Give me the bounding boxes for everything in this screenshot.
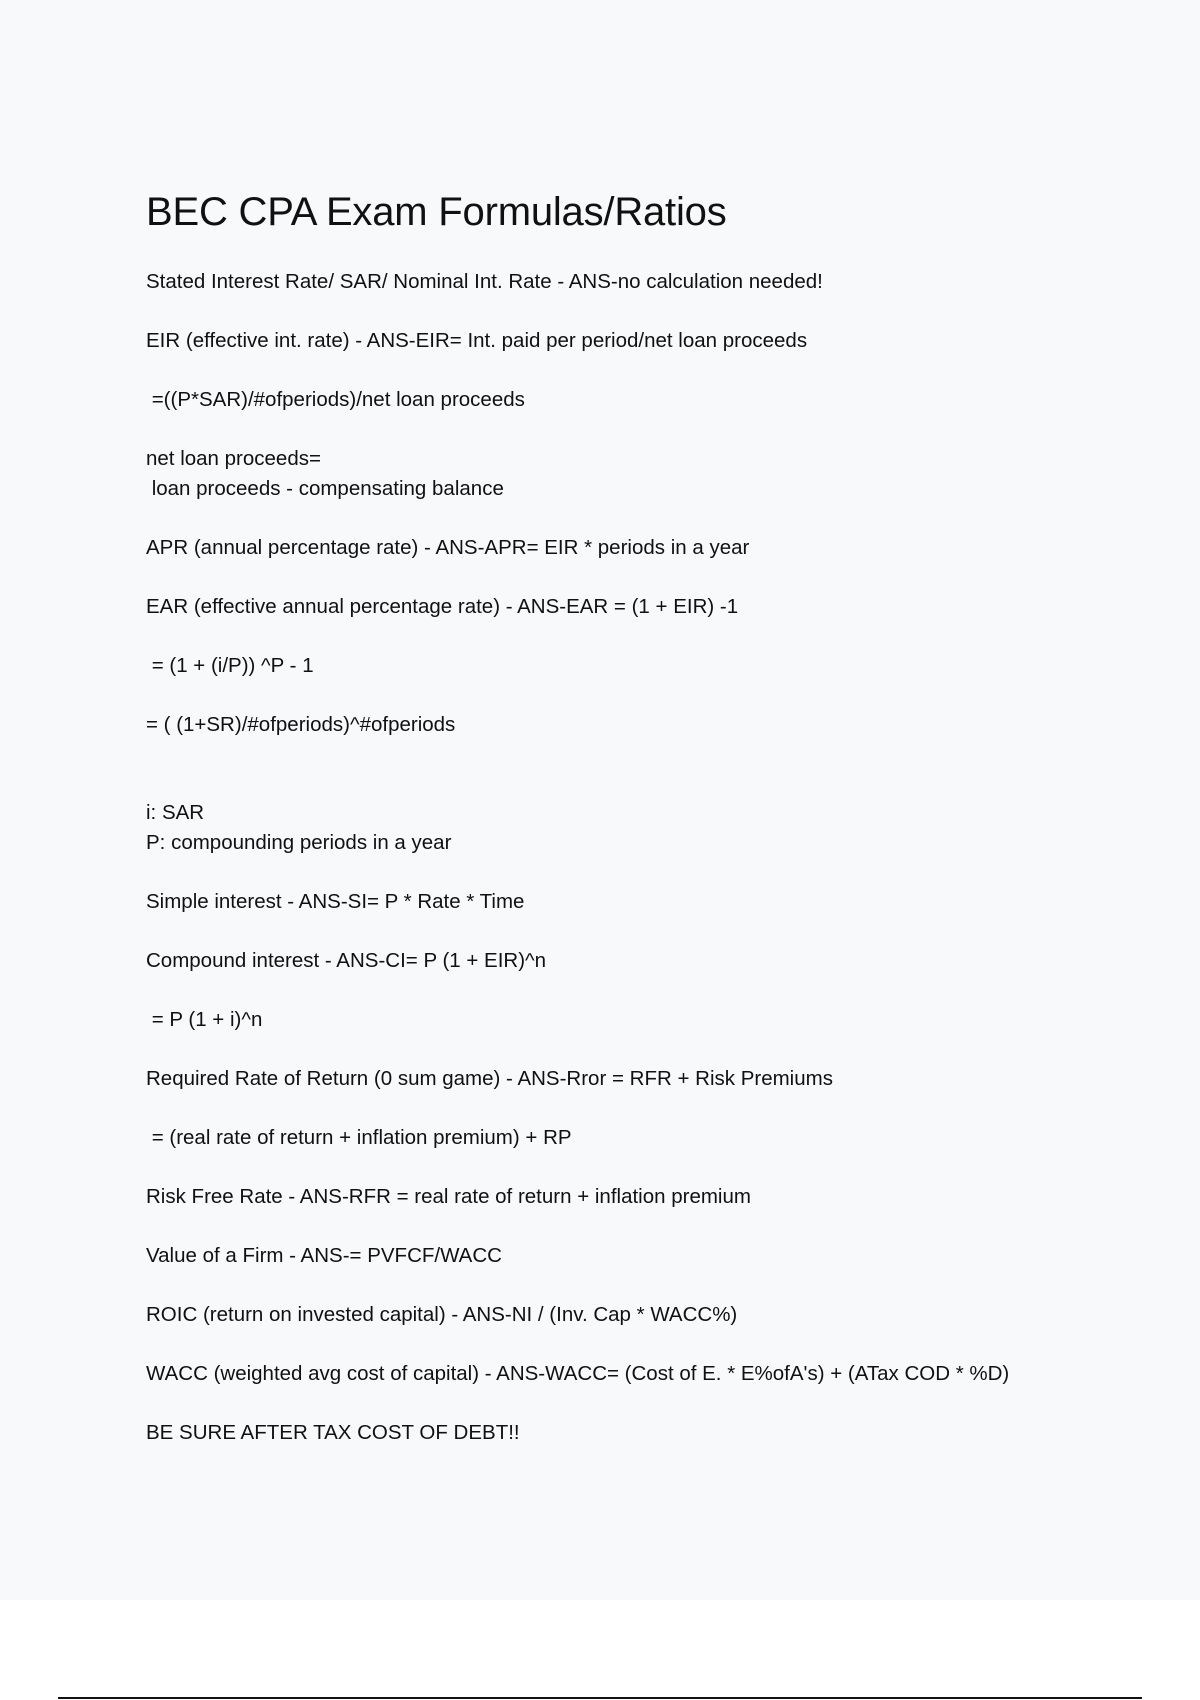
formula-line: WACC (weighted avg cost of capital) - ANS-WACC= (Cost of E. * E%ofA's) + (ATax COD * %D) [146,1362,1010,1385]
formula-line: = (1 + (i/P)) ^P - 1 [146,654,314,677]
footer-divider [58,1697,1142,1699]
formula-line: = ( (1+SR)/#ofperiods)^#ofperiods [146,713,456,736]
formula-line: P: compounding periods in a year [146,831,452,854]
formula-line: Risk Free Rate - ANS-RFR = real rate of return + inflation premium [146,1185,751,1208]
formula-line: = (real rate of return + inflation premium) + RP [146,1126,572,1149]
page-title: BEC CPA Exam Formulas/Ratios [146,190,727,234]
formula-line: i: SAR [146,801,205,824]
document-content [146,183,1156,1448]
formula-line: =((P*SAR)/#ofperiods)/net loan proceeds [146,388,525,411]
formula-line: ROIC (return on invested capital) - ANS-NI / (Inv. Cap * WACC%) [146,1303,738,1326]
formula-line: Simple interest - ANS-SI= P * Rate * Time [146,890,525,913]
formula-line: Stated Interest Rate/ SAR/ Nominal Int. Rate - ANS-no calculation needed! [146,270,823,293]
formula-line: APR (annual percentage rate) - ANS-APR= EIR * periods in a year [146,536,750,559]
formula-line: Compound interest - ANS-CI= P (1 + EIR)^n [146,949,547,972]
formula-line: EAR (effective annual percentage rate) - ANS-EAR = (1 + EIR) -1 [146,595,739,618]
formula-line: loan proceeds - compensating balance [146,477,504,500]
formula-line: BE SURE AFTER TAX COST OF DEBT!! [146,1421,520,1444]
formula-line: EIR (effective int. rate) - ANS-EIR= Int. paid per period/net loan proceeds [146,329,808,352]
formula-line: = P (1 + i)^n [146,1008,263,1031]
formula-line: Value of a Firm - ANS-= PVFCF/WACC [146,1244,502,1267]
formula-line: Required Rate of Return (0 sum game) - ANS-Rror = RFR + Risk Premiums [146,1067,833,1090]
formula-line: net loan proceeds= [146,447,321,470]
